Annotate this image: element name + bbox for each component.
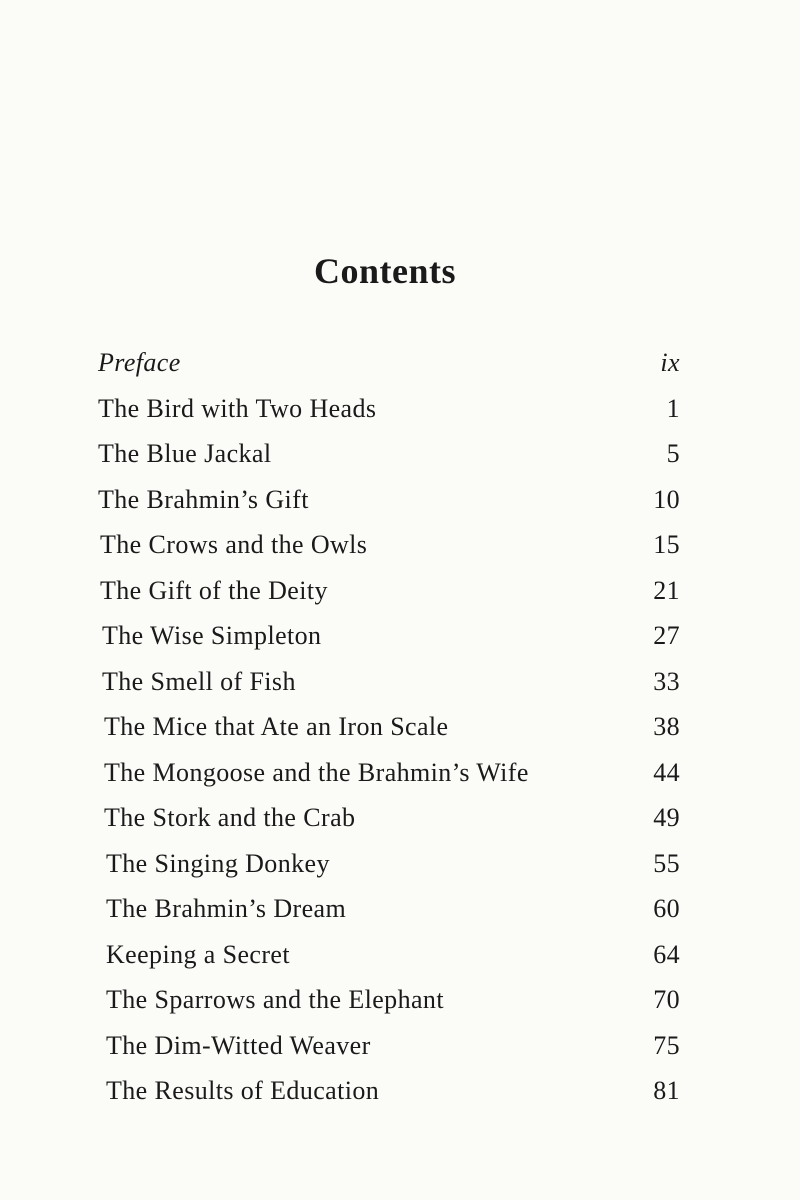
toc-entry[interactable] (98, 886, 680, 932)
toc-entry[interactable] (98, 613, 680, 659)
toc-entry-page: ix (660, 348, 680, 377)
toc-entry[interactable] (98, 1068, 680, 1114)
toc-entry-page: 44 (653, 757, 680, 787)
toc-entry-page: 5 (666, 439, 680, 468)
toc-entry-title: The Results of Education (106, 1076, 380, 1105)
toc-entry-page: 10 (653, 484, 680, 514)
toc-entry[interactable] (98, 477, 680, 523)
toc-entry-page: 15 (653, 530, 680, 559)
toc-entry-title: The Mongoose and the Brahmin’s Wife (104, 757, 529, 787)
toc-entry[interactable] (98, 750, 680, 796)
toc-entry[interactable] (98, 386, 680, 432)
toc-entry[interactable] (98, 431, 680, 477)
toc-entry-page: 81 (653, 1076, 680, 1105)
toc-entry-page: 60 (653, 894, 680, 923)
toc-entry[interactable] (98, 340, 680, 386)
toc-entry-title: The Blue Jackal (98, 439, 272, 468)
toc-entry-page: 49 (653, 803, 680, 832)
toc-entry-title: The Brahmin’s Gift (98, 484, 309, 514)
toc-entry[interactable] (98, 522, 680, 568)
toc-entry[interactable] (98, 932, 680, 978)
toc-entry-title: The Dim-Witted Weaver (106, 1030, 371, 1060)
toc-entry-title: The Singing Donkey (106, 848, 330, 878)
toc-entry-title: The Brahmin’s Dream (106, 894, 347, 923)
toc-entry[interactable] (98, 568, 680, 614)
toc-entry-page: 33 (653, 666, 680, 696)
toc-entry-title: The Stork and the Crab (104, 803, 356, 832)
toc-entry[interactable] (98, 704, 680, 750)
toc-entry-page: 27 (653, 621, 680, 650)
toc-entry-title: The Smell of Fish (102, 666, 296, 696)
toc-entry-title: The Gift of the Deity (100, 575, 328, 605)
toc-entry-title: Preface (98, 348, 181, 377)
toc-entry-page: 38 (653, 712, 680, 741)
toc-entry[interactable] (98, 977, 680, 1023)
toc-entry-page: 1 (666, 393, 680, 423)
toc-entry-title: Keeping a Secret (106, 939, 290, 969)
page-title: Contents (313, 251, 456, 291)
toc-entry-page: 70 (653, 985, 680, 1014)
table-of-contents (98, 340, 680, 1114)
toc-entry-page: 64 (653, 939, 680, 969)
toc-entry-title: The Crows and the Owls (100, 530, 368, 559)
toc-entry[interactable] (98, 795, 680, 841)
toc-entry[interactable] (98, 659, 680, 705)
toc-entry[interactable] (98, 1023, 680, 1069)
toc-entry-title: The Bird with Two Heads (98, 393, 377, 423)
toc-entry[interactable] (98, 841, 680, 887)
toc-entry-page: 55 (653, 848, 680, 878)
toc-entry-page: 21 (653, 575, 680, 605)
toc-entry-title: The Sparrows and the Elephant (106, 985, 444, 1014)
toc-entry-page: 75 (653, 1030, 680, 1060)
toc-entry-title: The Mice that Ate an Iron Scale (104, 712, 449, 741)
toc-entry-title: The Wise Simpleton (102, 621, 322, 650)
